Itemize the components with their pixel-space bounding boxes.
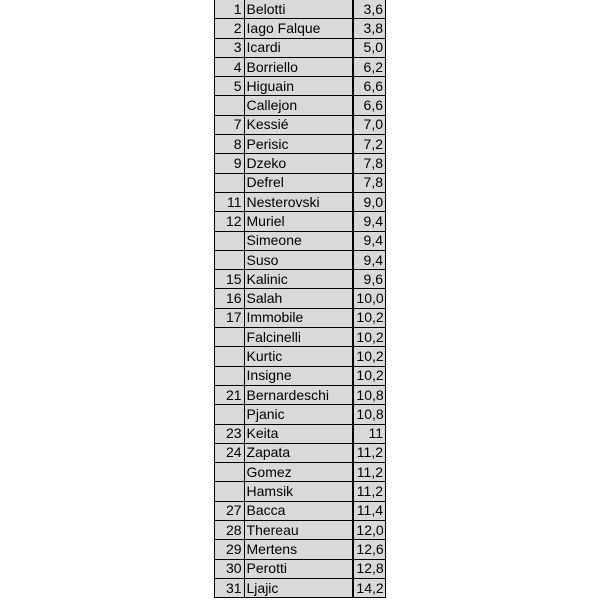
table-row [215, 135, 386, 154]
player-name-cell: Salah [244, 289, 353, 308]
rank-cell: 4 [215, 57, 245, 76]
table-row [215, 192, 386, 211]
score-cell: 9,4 [353, 250, 385, 269]
table-row [215, 463, 386, 482]
score-cell: 10,2 [353, 366, 385, 385]
player-name-cell: Zapata [244, 443, 353, 462]
table-row [215, 154, 386, 173]
table-row [215, 212, 386, 231]
rank-cell [215, 405, 245, 424]
table-row [215, 424, 386, 443]
score-cell: 11,2 [353, 443, 385, 462]
score-cell: 5,0 [353, 38, 385, 57]
rank-cell: 8 [215, 135, 245, 154]
table-row [215, 578, 386, 597]
rank-cell: 3 [215, 38, 245, 57]
rank-cell [215, 231, 245, 250]
score-cell: 10,0 [353, 289, 385, 308]
player-name-cell: Icardi [244, 38, 353, 57]
score-cell: 7,8 [353, 173, 385, 192]
player-name-cell: Callejon [244, 96, 353, 115]
table-row [215, 0, 386, 19]
table-row [215, 521, 386, 540]
rank-cell: 23 [215, 424, 245, 443]
rank-cell [215, 250, 245, 269]
player-name-cell: Kessié [244, 115, 353, 134]
rank-cell: 12 [215, 212, 245, 231]
player-name-cell: Insigne [244, 366, 353, 385]
table-row [215, 347, 386, 366]
table-row [215, 501, 386, 520]
rank-cell: 29 [215, 540, 245, 559]
table-row [215, 328, 386, 347]
score-cell: 9,0 [353, 192, 385, 211]
rank-cell: 31 [215, 578, 245, 597]
rank-cell: 16 [215, 289, 245, 308]
score-cell: 10,8 [353, 405, 385, 424]
ranking-table [214, 0, 386, 598]
rank-cell: 11 [215, 192, 245, 211]
score-cell: 3,8 [353, 19, 385, 38]
ranking-table-body [215, 0, 386, 598]
rank-cell: 1 [215, 0, 245, 19]
table-row [215, 96, 386, 115]
player-name-cell: Iago Falque [244, 19, 353, 38]
score-cell: 10,2 [353, 308, 385, 327]
table-row [215, 173, 386, 192]
score-cell: 11,2 [353, 482, 385, 501]
player-name-cell: Gomez [244, 463, 353, 482]
player-name-cell: Ljajic [244, 578, 353, 597]
score-cell: 10,8 [353, 385, 385, 404]
score-cell: 6,6 [353, 96, 385, 115]
player-name-cell: Perisic [244, 135, 353, 154]
score-cell: 7,2 [353, 135, 385, 154]
table-row [215, 77, 386, 96]
rank-cell: 24 [215, 443, 245, 462]
score-cell: 12,0 [353, 521, 385, 540]
table-row [215, 270, 386, 289]
player-name-cell: Mertens [244, 540, 353, 559]
player-name-cell: Bernardeschi [244, 385, 353, 404]
rank-cell: 7 [215, 115, 245, 134]
score-cell: 11 [353, 424, 385, 443]
rank-cell: 17 [215, 308, 245, 327]
player-name-cell: Keita [244, 424, 353, 443]
score-cell: 11,4 [353, 501, 385, 520]
rank-cell: 5 [215, 77, 245, 96]
player-name-cell: Borriello [244, 57, 353, 76]
score-cell: 6,2 [353, 57, 385, 76]
table-row [215, 250, 386, 269]
rank-cell: 27 [215, 501, 245, 520]
table-row [215, 405, 386, 424]
rank-cell [215, 328, 245, 347]
player-name-cell: Kurtic [244, 347, 353, 366]
rank-cell: 2 [215, 19, 245, 38]
score-cell: 11,2 [353, 463, 385, 482]
rank-cell [215, 96, 245, 115]
score-cell: 9,4 [353, 212, 385, 231]
player-name-cell: Thereau [244, 521, 353, 540]
player-name-cell: Pjanic [244, 405, 353, 424]
rank-cell: 15 [215, 270, 245, 289]
table-row [215, 308, 386, 327]
table-row [215, 38, 386, 57]
score-cell: 7,0 [353, 115, 385, 134]
table-row [215, 231, 386, 250]
rank-cell: 28 [215, 521, 245, 540]
rank-cell [215, 347, 245, 366]
table-row [215, 366, 386, 385]
rank-cell [215, 366, 245, 385]
player-name-cell: Higuain [244, 77, 353, 96]
score-cell: 10,2 [353, 347, 385, 366]
rank-cell: 9 [215, 154, 245, 173]
player-name-cell: Kalinic [244, 270, 353, 289]
player-name-cell: Nesterovski [244, 192, 353, 211]
table-row [215, 19, 386, 38]
table-row [215, 559, 386, 578]
player-name-cell: Hamsik [244, 482, 353, 501]
table-row [215, 540, 386, 559]
player-name-cell: Simeone [244, 231, 353, 250]
score-cell: 9,6 [353, 270, 385, 289]
score-cell: 7,8 [353, 154, 385, 173]
table-row [215, 57, 386, 76]
player-name-cell: Perotti [244, 559, 353, 578]
table-row [215, 289, 386, 308]
player-name-cell: Muriel [244, 212, 353, 231]
table-row [215, 482, 386, 501]
score-cell: 10,2 [353, 328, 385, 347]
player-name-cell: Immobile [244, 308, 353, 327]
rank-cell: 21 [215, 385, 245, 404]
player-name-cell: Suso [244, 250, 353, 269]
player-name-cell: Bacca [244, 501, 353, 520]
rank-cell [215, 463, 245, 482]
player-name-cell: Defrel [244, 173, 353, 192]
score-cell: 14,2 [353, 578, 385, 597]
player-name-cell: Falcinelli [244, 328, 353, 347]
rank-cell [215, 173, 245, 192]
player-name-cell: Dzeko [244, 154, 353, 173]
table-row [215, 115, 386, 134]
player-name-cell: Belotti [244, 0, 353, 19]
score-cell: 3,6 [353, 0, 385, 19]
rank-cell: 30 [215, 559, 245, 578]
table-row [215, 385, 386, 404]
score-cell: 12,8 [353, 559, 385, 578]
score-cell: 6,6 [353, 77, 385, 96]
rank-cell [215, 482, 245, 501]
score-cell: 12,6 [353, 540, 385, 559]
table-row [215, 443, 386, 462]
score-cell: 9,4 [353, 231, 385, 250]
